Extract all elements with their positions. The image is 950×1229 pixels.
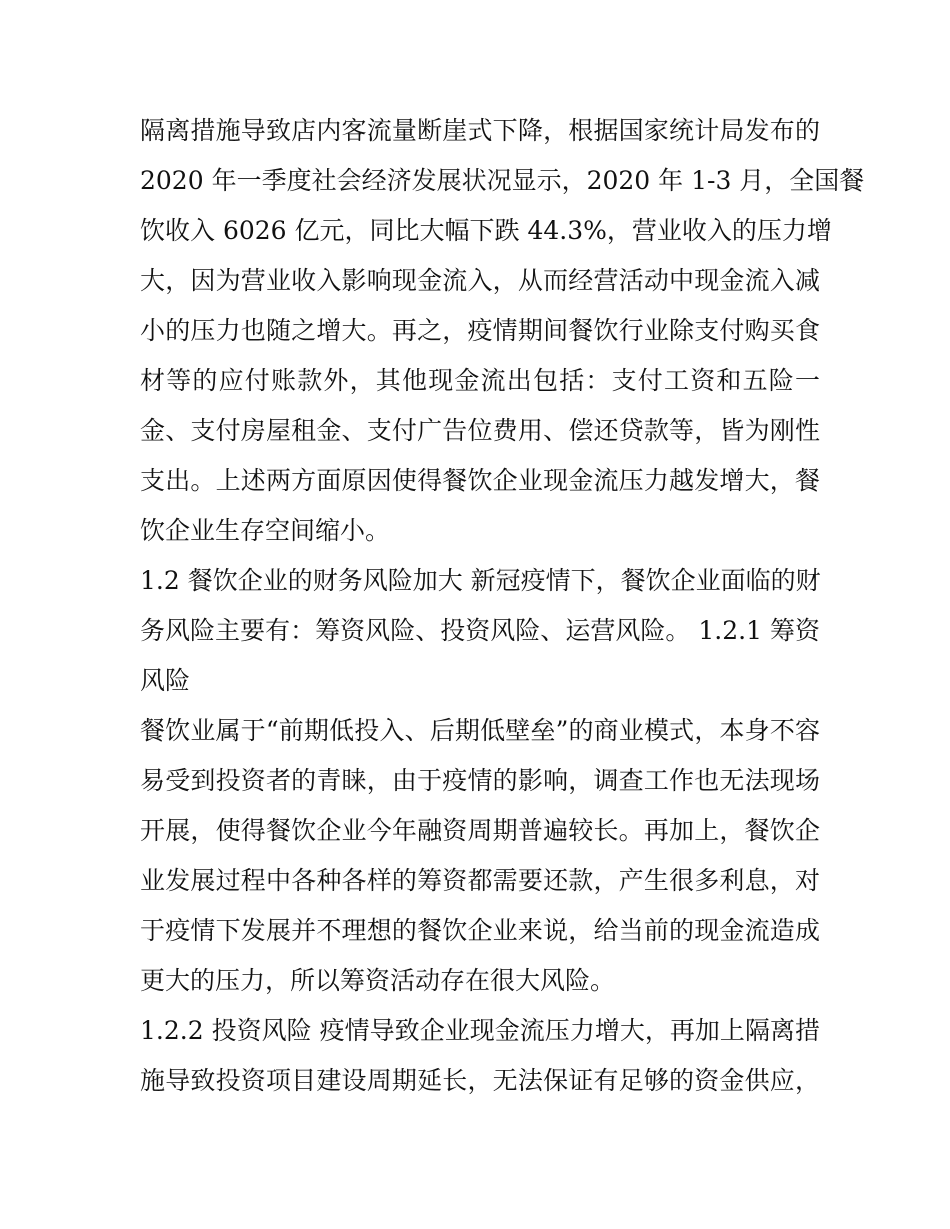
text-line: 开展，使得餐饮企业今年融资周期普遍较长。再加上，餐饮企: [140, 816, 820, 845]
text-line: 2020 年一季度社会经济发展状况显示，2020 年 1-3 月，全国餐: [140, 166, 865, 195]
text-line: 材等的应付账款外，其他现金流出包括：支付工资和五险一: [140, 366, 820, 395]
text-line: 隔离措施导致店内客流量断崖式下降，根据国家统计局发布的: [140, 116, 820, 145]
text-line: 务风险主要有：筹资风险、投资风险、运营风险。 1.2.1 筹资: [140, 616, 820, 645]
body-text: [140, 106, 865, 1106]
text-line: 饮企业生存空间缩小。: [140, 516, 391, 545]
text-line: 风险: [140, 666, 191, 695]
text-line: 小的压力也随之增大。再之，疫情期间餐饮行业除支付购买食: [140, 316, 820, 345]
text-line: 更大的压力，所以筹资活动存在很大风险。: [140, 966, 616, 995]
text-line: 餐饮业属于“前期低投入、后期低壁垒”的商业模式，本身不容: [140, 716, 820, 745]
text-line: 1.2 餐饮企业的财务风险加大 新冠疫情下，餐饮企业面临的财: [140, 566, 821, 595]
text-line: 1.2.2 投资风险 疫情导致企业现金流压力增大，再加上隔离措: [140, 1016, 820, 1045]
text-line: 施导致投资项目建设周期延长，无法保证有足够的资金供应，: [140, 1066, 820, 1095]
text-line: 易受到投资者的青睐，由于疫情的影响，调查工作也无法现场: [140, 766, 820, 795]
text-line: 支出。上述两方面原因使得餐饮企业现金流压力越发增大，餐: [140, 466, 820, 495]
text-line: 金、支付房屋租金、支付广告位费用、偿还贷款等，皆为刚性: [140, 416, 820, 445]
text-line: 业发展过程中各种各样的筹资都需要还款，产生很多利息，对: [140, 866, 820, 895]
text-line: 饮收入 6026 亿元，同比大幅下跌 44.3%，营业收入的压力增: [140, 216, 832, 245]
text-line: 大，因为营业收入影响现金流入，从而经营活动中现金流入减: [140, 266, 820, 295]
text-line: 于疫情下发展并不理想的餐饮企业来说，给当前的现金流造成: [140, 916, 820, 945]
